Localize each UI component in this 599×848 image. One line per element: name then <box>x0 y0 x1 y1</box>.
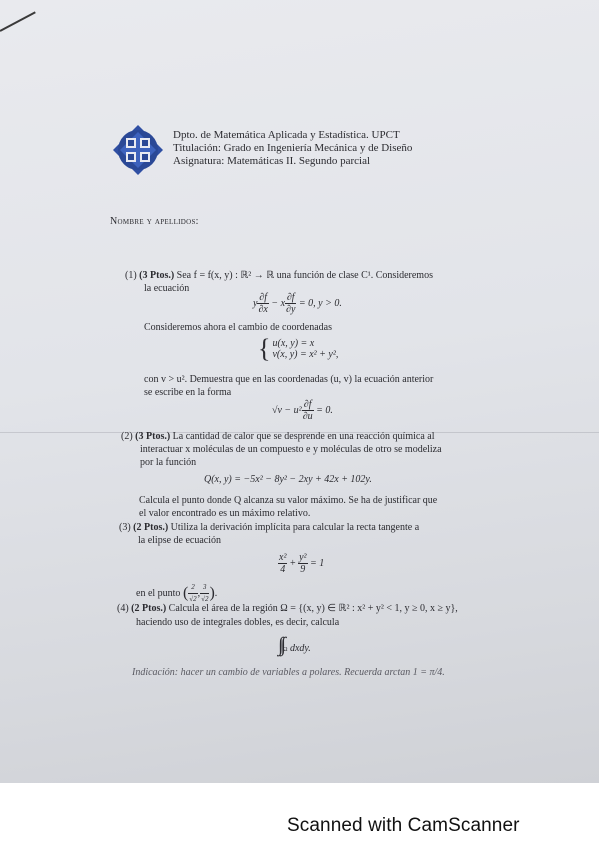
integral-sign-icon: ∫∫ <box>278 634 283 656</box>
frac-den: ∂x <box>258 304 268 315</box>
problem-2-equation: Q(x, y) = −5x² − 8y² − 2xy + 42x + 102y. <box>204 474 372 485</box>
fraction-y2-9 <box>298 552 307 575</box>
frac-num: y² <box>299 552 307 563</box>
frac-den: √2 <box>201 595 209 603</box>
fraction-x2-4 <box>278 552 287 575</box>
eq-condition: = 0, y > 0. <box>298 297 342 309</box>
frac-num: 2 <box>188 582 197 594</box>
problem-2-line-1 <box>121 431 435 443</box>
point-x <box>188 582 197 605</box>
problem-1-points: (3 Ptos.) <box>139 270 175 281</box>
problem-1-line-3: Consideremos ahora el cambio de coordenadas <box>144 322 332 333</box>
frac-den: 9 <box>300 564 306 575</box>
fraction-df-du <box>302 399 314 422</box>
problem-1-line-4: con v > u². Demuestra que en las coordenadas (u, v) la ecuación anterior <box>144 374 434 385</box>
problem-1-equation <box>253 292 342 315</box>
problem-4-text: Calcula el área de la región Ω = {(x, y) ∈ ℝ² : x² + y² < 1, y ≥ 0, x ≥ y}, <box>168 603 458 614</box>
plus-sign: + <box>289 557 296 569</box>
eq-end: = 1 <box>310 557 325 569</box>
system-eq-1: u(x, y) = x <box>272 338 315 349</box>
frac-num: ∂f <box>259 292 268 303</box>
system-eq-2: v(x, y) = x² + y², <box>272 349 339 360</box>
problem-1-text: Sea f = f(x, y) : ℝ² → ℝ una función de clase C¹. Consideremos <box>176 270 433 281</box>
problem-1-line-1 <box>125 270 433 282</box>
frac-num: ∂f <box>286 292 295 303</box>
problem-2-line-5: el valor encontrado es un máximo relativo. <box>139 508 311 519</box>
problem-1-result-equation <box>272 399 333 422</box>
problem-2-text: La cantidad de calor que se desprende en una reacción química al <box>172 431 435 442</box>
upct-logo-icon <box>112 124 164 176</box>
problem-3-text: Utiliza la derivación implícita para calcular la recta tangente a <box>170 522 420 533</box>
frac-den: ∂u <box>302 411 313 422</box>
header-department: Dpto. de Matemática Aplicada y Estadística. UPCT <box>173 129 400 141</box>
fraction-df-dx <box>257 292 268 315</box>
problem-1-line-2: la ecuación <box>144 283 190 294</box>
camscanner-watermark: Scanned with CamScanner <box>287 815 520 836</box>
problem-1-number: (1) <box>125 270 137 281</box>
problem-2-number: (2) <box>121 431 133 442</box>
sqrt-expr: √v − u² <box>272 404 302 416</box>
pen-mark <box>0 11 36 32</box>
problem-3-number: (3) <box>119 522 131 533</box>
hint-text: Indicación: hacer un cambio de variables a polares. Recuerda arctan 1 = π/4. <box>132 667 445 678</box>
frac-num: ∂f <box>302 399 314 411</box>
frac-den: ∂y <box>286 304 296 315</box>
ellipse-equation <box>278 552 324 575</box>
frac-den: 4 <box>280 564 286 575</box>
problem-1-line-5: se escribe en la forma <box>144 387 232 398</box>
problem-2-line-4: Calcula el punto donde Q alcanza su valor máximo. Se ha de justificar que <box>139 495 438 506</box>
problem-3-points: (2 Ptos.) <box>133 522 169 533</box>
fraction-df-dy <box>285 292 296 315</box>
header-subject: Asignatura: Matemáticas II. Segundo parcial <box>173 155 371 167</box>
integral-differential: dxdy. <box>289 643 311 654</box>
coordinate-system <box>258 336 338 362</box>
integral-domain: Ω <box>282 647 288 653</box>
problem-3-line-2: la elipse de ecuación <box>138 535 222 546</box>
problem-4-points: (2 Ptos.) <box>131 603 167 614</box>
problem-3-line-1 <box>119 522 419 534</box>
problem-2-line-2: interactuar x moléculas de un compuesto e y moléculas de otro se modeliza <box>140 444 442 455</box>
problem-4-line-1 <box>117 603 458 615</box>
point-label: en el punto <box>136 587 181 599</box>
eq-minus-x: − x <box>271 297 286 309</box>
problem-2-points: (3 Ptos.) <box>135 431 171 442</box>
frac-den: √2 <box>189 595 197 603</box>
exam-header <box>173 129 412 168</box>
double-integral <box>278 634 311 657</box>
name-label: Nombre y apellidos: <box>110 216 199 227</box>
frac-num: 3 <box>200 582 209 594</box>
problem-3-line-3: en el punto ( $\frac{2}{√2}$ , $\frac{3}{√2}$ ). <box>136 583 218 603</box>
problem-4-line-2: haciendo uso de integrales dobles, es decir, calcula <box>136 617 340 628</box>
eq-y: y <box>253 297 258 309</box>
header-degree: Titulación: Grado en Ingeniería Mecánica y de Diseño <box>173 142 413 154</box>
eq-end: = 0. <box>316 404 333 416</box>
problem-4-number: (4) <box>117 603 129 614</box>
brace-icon: { <box>258 334 271 363</box>
frac-num: x² <box>279 552 287 563</box>
problem-2-line-3: por la función <box>140 457 197 468</box>
